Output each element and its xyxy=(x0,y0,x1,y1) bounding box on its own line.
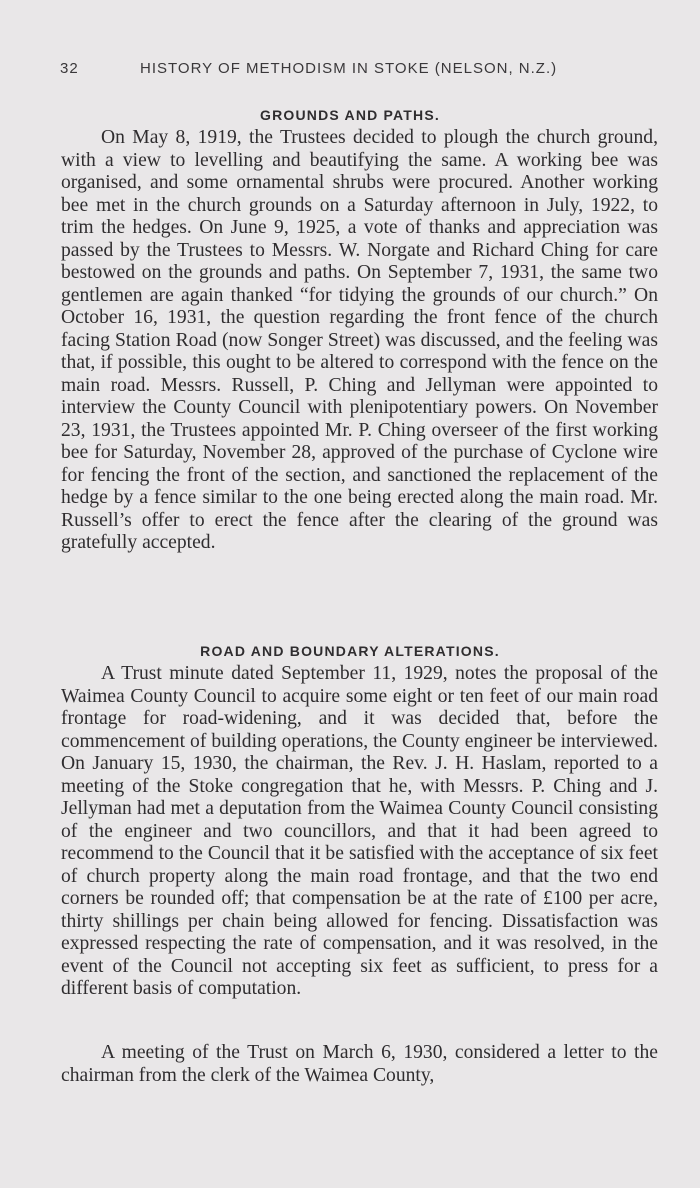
section-heading-grounds-and-paths: GROUNDS AND PATHS. xyxy=(259,107,440,123)
paragraph-road-and-boundary-2: A meeting of the Trust on March 6, 1930, considered a letter to the chairman from the clerk of the Waimea County, xyxy=(61,1042,658,1086)
page-number: 32 xyxy=(60,60,79,77)
running-title: HISTORY OF METHODISM IN STOKE (NELSON, N.Z.) xyxy=(140,60,558,77)
section-heading-road-and-boundary: ROAD AND BOUNDARY ALTERATIONS. xyxy=(200,643,500,659)
paragraph-grounds-and-paths: On May 8, 1919, the Trustees decided to plough the church ground, with a view to levelling and beautifying the same. A working bee was organised, and some ornamental shrubs were procured. Another working bee met in the church grounds on a Saturday afternoon in July, 1922, to trim the hedges. On June 9, 1925, a vote of thanks and appreciation was passed by the Trustees to Messrs. W. Norgate and Richard Ching for care bestowed on the grounds and paths. On September 7, 1931, the same two gentlemen are again thanked “for tidying the grounds of our church.” On October 16, 1931, the question regarding the front fence of the church facing Station Road (now Songer Street) was discussed, and the feeling was that, if possible, this ought to be altered to correspond with the fence on the main road. Messrs. Russell, P. Ching and Jellyman were appointed to interview the County Council with plenipotentiary powers. On November 23, 1931, the Trustees appointed Mr. P. Ching overseer of the first working bee for Saturday, November 28, approved of the purchase of Cyclone wire for fencing the front of the section, and sanctioned the replacement of the hedge by a fence similar to the one being erected along the main road. Mr. Russell’s offer to erect the fence after the clearing of the ground was gratefully accepted. xyxy=(61,127,658,553)
running-head xyxy=(60,60,620,84)
paragraph-road-and-boundary-1: A Trust minute dated September 11, 1929, notes the proposal of the Waimea County Council to acquire some eight or ten feet of our main road frontage for road-widening, and it was decided that, before the commencement of building operations, the County engineer be interviewed. On January 15, 1930, the chairman, the Rev. J. H. Haslam, reported to a meeting of the Stoke congregation that he, with Messrs. P. Ching and J. Jellyman had met a deputation from the Waimea County Council consisting of the engineer and two councillors, and that it had been agreed to recommend to the Council that it be satisfied with the acceptance of six feet of church property along the main road frontage, and that the two end corners be rounded off; that compensation be at the rate of £100 per acre, thirty shillings per chain being allowed for fencing. Dissatisfaction was expressed respecting the rate of compensation, and it was resolved, in the event of the Council not accepting six feet as sufficient, to press for a different basis of computation. xyxy=(61,663,658,999)
